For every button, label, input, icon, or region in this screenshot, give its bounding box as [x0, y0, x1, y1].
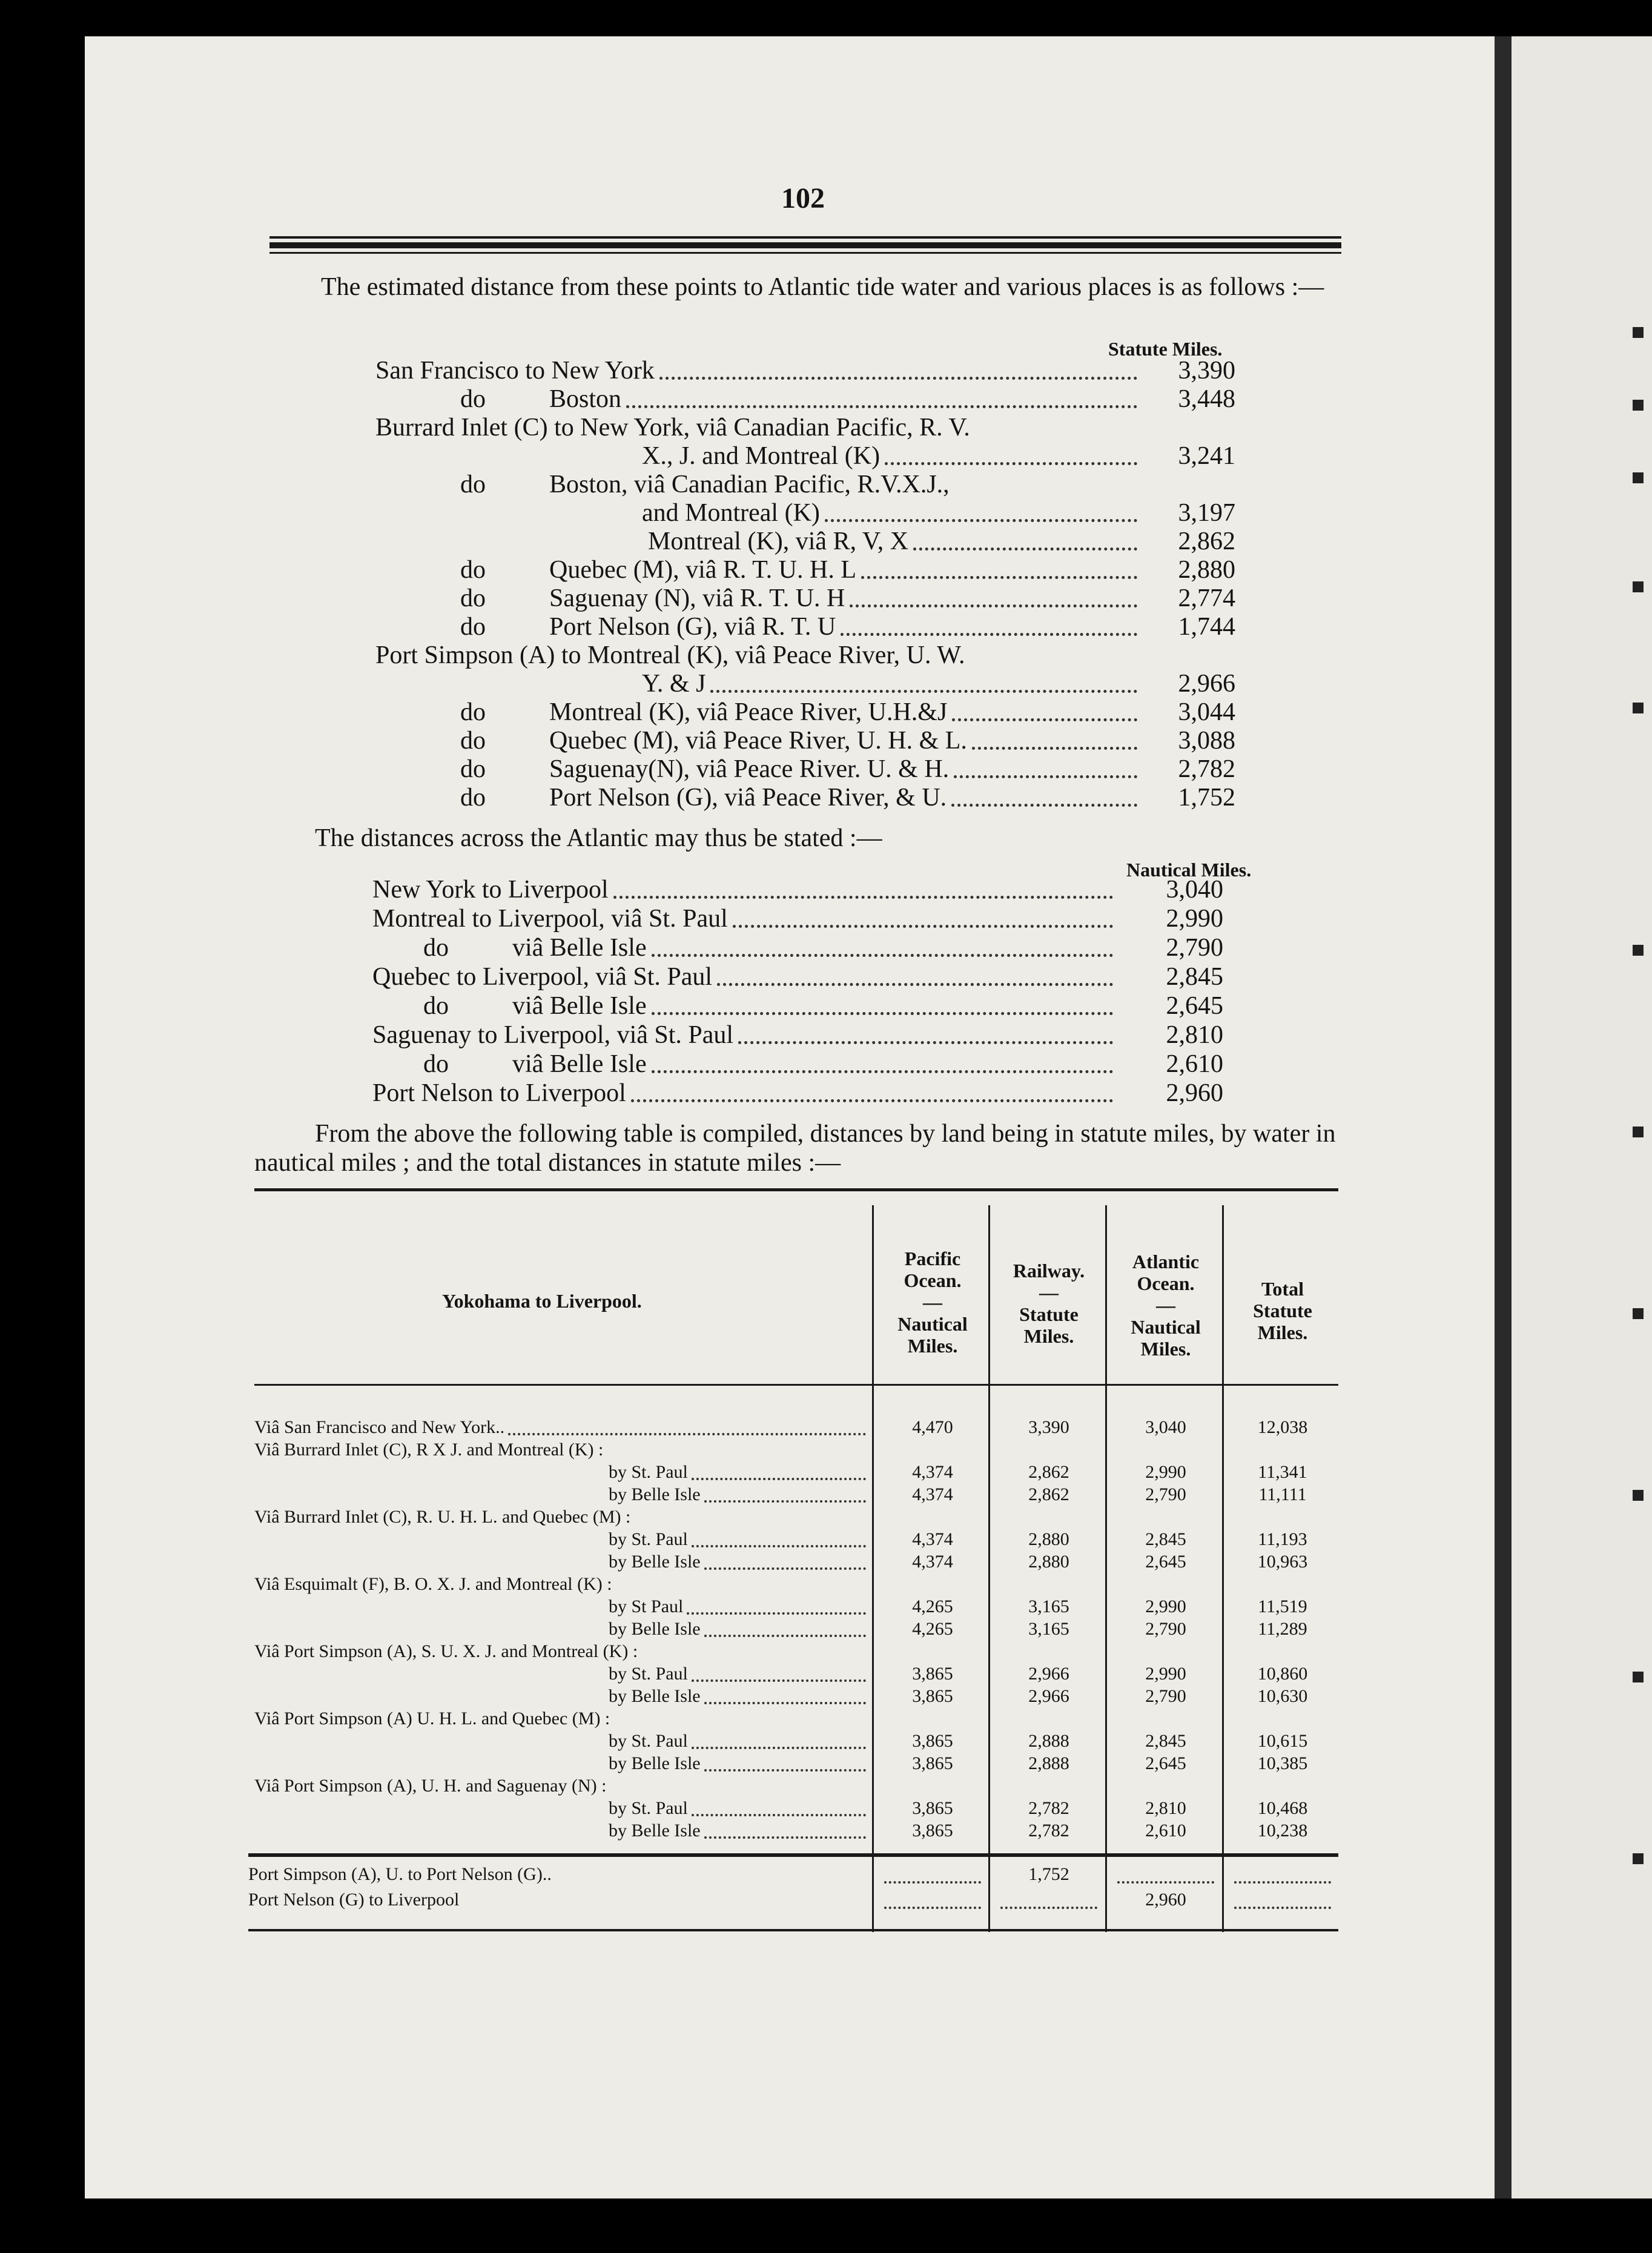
leader-dots — [652, 1012, 1113, 1015]
table-row-label: by Belle Isle — [609, 1753, 701, 1773]
header-rule-thick — [269, 242, 1341, 248]
statute-row-label: do Saguenay (N), viâ R. T. U. H — [460, 584, 845, 612]
leader-dots — [850, 604, 1137, 607]
cell-total: 12,038 — [1257, 1417, 1308, 1437]
table-row-label: Viâ San Francisco and New York.. — [254, 1417, 505, 1437]
leader-dots — [972, 747, 1137, 750]
statute-row-label: San Francisco to New York — [375, 357, 655, 385]
table-header-rule — [254, 1384, 1338, 1386]
table-col-divider-1 — [872, 1205, 874, 1932]
nautical-row-value: 2,960 — [1166, 1079, 1223, 1107]
table-row-label: by St. Paul — [609, 1798, 688, 1818]
table-row-label: by Belle Isle — [609, 1686, 701, 1706]
footer-cell-a: 2,960 — [1145, 1890, 1186, 1910]
cell-total: 10,238 — [1257, 1821, 1308, 1841]
nautical-row-label: New York to Liverpool — [372, 876, 609, 904]
intro-paragraph-3: From the above the following table is compiled, distances by land being in statute miles, by water in nautical miles ; and the total distances in statute miles :— — [254, 1120, 1336, 1177]
cell-pacific: 3,865 — [912, 1753, 953, 1773]
cell-total: 10,860 — [1257, 1664, 1308, 1684]
cell-pacific: 4,374 — [912, 1552, 953, 1572]
table-bottom-rule — [248, 1929, 1338, 1931]
table-row-label: by Belle Isle — [609, 1484, 701, 1504]
statute-row-label: do Montreal (K), viâ Peace River, U.H.&J — [460, 698, 948, 726]
cell-railway: 3,165 — [1028, 1596, 1069, 1616]
col-header-railway: Railway. — Statute Miles. — [1013, 1260, 1085, 1347]
cell-total: 11,289 — [1258, 1619, 1307, 1639]
cell-railway: 2,862 — [1028, 1484, 1069, 1504]
nautical-row-label: Quebec to Liverpool, viâ St. Paul — [372, 963, 713, 991]
nautical-row-value: 3,040 — [1166, 876, 1223, 904]
leader-dots — [508, 1433, 866, 1435]
cell-atlantic: 2,790 — [1145, 1619, 1186, 1639]
statute-row-value: 3,390 — [1178, 357, 1235, 385]
leader-dots — [704, 1567, 866, 1570]
leader-dots — [861, 576, 1137, 579]
nautical-row-value: 2,810 — [1166, 1021, 1223, 1049]
cell-atlantic: 3,040 — [1145, 1417, 1186, 1437]
cell-pacific: 3,865 — [912, 1798, 953, 1818]
leader-dots — [1234, 1907, 1331, 1909]
footer-row-label: Port Simpson (A), U. to Port Nelson (G).. — [248, 1864, 552, 1884]
cell-atlantic: 2,990 — [1145, 1462, 1186, 1482]
leader-dots — [1117, 1881, 1214, 1884]
statute-row-label: do Boston, viâ Canadian Pacific, R.V.X.J., — [460, 471, 950, 498]
statute-row-value: 2,782 — [1178, 755, 1235, 783]
nautical-row-label: do viâ Belle Isle — [372, 992, 647, 1020]
cell-total: 10,963 — [1257, 1552, 1308, 1572]
cell-pacific: 3,865 — [912, 1686, 953, 1706]
cell-total: 10,615 — [1257, 1731, 1308, 1751]
intro-paragraph-2: The distances across the Atlantic may thus be stated :— — [315, 824, 882, 852]
cell-atlantic: 2,845 — [1145, 1731, 1186, 1751]
leader-dots — [710, 690, 1137, 693]
intro-paragraph-1: The estimated distance from these points to Atlantic tide water and various places is as follows :— — [321, 273, 1324, 301]
table-row-label: by Belle Isle — [609, 1619, 701, 1639]
cell-railway: 2,782 — [1028, 1821, 1069, 1841]
leader-dots — [884, 1907, 981, 1909]
page-number: 102 — [781, 182, 825, 214]
leader-dots — [952, 718, 1137, 721]
col-header-pacific: Pacific Ocean. — Nautical Miles. — [897, 1248, 968, 1357]
statute-row-label: do Saguenay(N), viâ Peace River. U. & H. — [460, 755, 950, 783]
cell-pacific: 3,865 — [912, 1821, 953, 1841]
cell-railway: 2,862 — [1028, 1462, 1069, 1482]
leader-dots — [659, 377, 1137, 380]
table-row-label: by St Paul — [609, 1596, 684, 1616]
leader-dots — [954, 775, 1137, 778]
cell-pacific: 4,265 — [912, 1596, 953, 1616]
table-row-label: Viâ Port Simpson (A), U. H. and Saguenay (N) : — [254, 1776, 607, 1796]
statute-row-label: do Boston — [460, 385, 622, 413]
leader-dots — [626, 405, 1137, 408]
cell-total: 11,111 — [1258, 1484, 1307, 1504]
adjacent-page-edge — [1512, 36, 1652, 2198]
table-row-label: by Belle Isle — [609, 1821, 701, 1841]
leader-dots — [613, 896, 1113, 899]
leader-dots — [825, 519, 1137, 522]
statute-row-label: Port Simpson (A) to Montreal (K), viâ Peace River, U. W. — [375, 641, 965, 669]
cell-atlantic: 2,990 — [1145, 1664, 1186, 1684]
cell-atlantic: 2,790 — [1145, 1686, 1186, 1706]
statute-row-label: Burrard Inlet (C) to New York, viâ Canadian Pacific, R. V. — [375, 414, 970, 442]
leader-dots — [841, 633, 1137, 636]
statute-row-value: 3,197 — [1178, 499, 1235, 527]
table-row-label: by St. Paul — [609, 1462, 688, 1482]
nautical-row-value: 2,990 — [1166, 905, 1223, 933]
cell-total: 10,385 — [1257, 1753, 1308, 1773]
statute-row-value: 2,774 — [1178, 584, 1235, 612]
cell-atlantic: 2,845 — [1145, 1529, 1186, 1549]
table-row-label: by St. Paul — [609, 1664, 688, 1684]
statute-row-value: 2,862 — [1178, 528, 1235, 555]
header-rule-thin — [269, 252, 1341, 254]
cell-railway: 2,966 — [1028, 1664, 1069, 1684]
statute-miles-header: Statute Miles. — [1108, 338, 1223, 360]
leader-dots — [884, 1881, 981, 1884]
nautical-row-value: 2,790 — [1166, 934, 1223, 962]
leader-dots — [733, 925, 1113, 928]
cell-pacific: 4,374 — [912, 1484, 953, 1504]
leader-dots — [692, 1814, 866, 1816]
leader-dots — [913, 548, 1137, 551]
table-row-label: by St. Paul — [609, 1529, 688, 1549]
table-col-divider-3 — [1105, 1205, 1107, 1932]
nautical-miles-header: Nautical Miles. — [1126, 859, 1252, 881]
leader-dots — [704, 1836, 866, 1839]
statute-row-label: do Port Nelson (G), viâ Peace River, & U. — [460, 784, 947, 812]
leader-dots — [631, 1099, 1113, 1102]
cell-atlantic: 2,810 — [1145, 1798, 1186, 1818]
statute-row-label: Montreal (K), viâ R, V, X — [648, 528, 909, 555]
cell-pacific: 4,374 — [912, 1462, 953, 1482]
table-row-label: by Belle Isle — [609, 1552, 701, 1572]
leader-dots — [704, 1702, 866, 1704]
cell-total: 11,519 — [1258, 1596, 1307, 1616]
statute-row-value: 1,744 — [1178, 613, 1235, 641]
cell-atlantic: 2,645 — [1145, 1552, 1186, 1572]
statute-row-value: 3,448 — [1178, 385, 1235, 413]
leader-dots — [738, 1041, 1113, 1044]
nautical-row-value: 2,845 — [1166, 963, 1223, 991]
cell-atlantic: 2,645 — [1145, 1753, 1186, 1773]
cell-total: 10,630 — [1257, 1686, 1308, 1706]
nautical-row-value: 2,645 — [1166, 992, 1223, 1020]
cell-pacific: 4,470 — [912, 1417, 953, 1437]
statute-row-label: Y. & J — [642, 670, 706, 698]
leader-dots — [652, 1070, 1113, 1073]
cell-pacific: 4,374 — [912, 1529, 953, 1549]
statute-row-value: 3,088 — [1178, 727, 1235, 755]
cell-railway: 3,165 — [1028, 1619, 1069, 1639]
leader-dots — [704, 1769, 866, 1772]
statute-row-label: do Quebec (M), viâ Peace River, U. H. & L. — [460, 727, 967, 755]
cell-railway: 2,966 — [1028, 1686, 1069, 1706]
col-header-total: Total Statute Miles. — [1253, 1278, 1312, 1343]
nautical-row-label: do viâ Belle Isle — [372, 934, 647, 962]
header-rule — [269, 236, 1341, 239]
nautical-row-label: Port Nelson to Liverpool — [372, 1079, 626, 1107]
cell-pacific: 3,865 — [912, 1731, 953, 1751]
statute-row-label: do Quebec (M), viâ R. T. U. H. L — [460, 556, 856, 584]
leader-dots — [692, 1679, 866, 1682]
nautical-row-label: Saguenay to Liverpool, viâ St. Paul — [372, 1021, 734, 1049]
statute-row-value: 3,044 — [1178, 698, 1235, 726]
statute-row-label: and Montreal (K) — [642, 499, 820, 527]
cell-atlantic: 2,790 — [1145, 1484, 1186, 1504]
cell-railway: 2,888 — [1028, 1753, 1069, 1773]
table-top-rule — [254, 1188, 1338, 1191]
footer-row-label: Port Nelson (G) to Liverpool — [248, 1890, 460, 1910]
table-row-label: Viâ Burrard Inlet (C), R X J. and Montreal (K) : — [254, 1440, 604, 1460]
leader-dots — [704, 1500, 866, 1503]
cell-pacific: 4,265 — [912, 1619, 953, 1639]
footer-cell-r: 1,752 — [1028, 1864, 1069, 1884]
statute-row-value: 2,880 — [1178, 556, 1235, 584]
statute-row-label: do Port Nelson (G), viâ R. T. U — [460, 613, 836, 641]
table-row-label: by St. Paul — [609, 1731, 688, 1751]
leader-dots — [692, 1747, 866, 1749]
leader-dots — [692, 1478, 866, 1480]
cell-railway: 2,880 — [1028, 1552, 1069, 1572]
cell-total: 11,341 — [1258, 1462, 1307, 1482]
leader-dots — [652, 954, 1113, 957]
cell-total: 10,468 — [1257, 1798, 1308, 1818]
cell-railway: 3,390 — [1028, 1417, 1069, 1437]
table-col-divider-2 — [988, 1205, 990, 1932]
nautical-row-label: do viâ Belle Isle — [372, 1050, 647, 1078]
statute-row-value: 2,966 — [1178, 670, 1235, 698]
table-title: Yokohama to Liverpool. — [442, 1290, 642, 1312]
cell-pacific: 3,865 — [912, 1664, 953, 1684]
cell-railway: 2,880 — [1028, 1529, 1069, 1549]
leader-dots — [687, 1612, 866, 1615]
table-col-divider-4 — [1222, 1205, 1224, 1932]
col-header-atlantic: Atlantic Ocean. — Nautical Miles. — [1131, 1251, 1201, 1360]
leader-dots — [717, 983, 1113, 986]
table-row-label: Viâ Port Simpson (A), S. U. X. J. and Montreal (K) : — [254, 1641, 638, 1661]
leader-dots — [1000, 1907, 1097, 1909]
statute-row-label: X., J. and Montreal (K) — [642, 442, 881, 470]
statute-row-value: 3,241 — [1178, 442, 1235, 470]
cell-railway: 2,782 — [1028, 1798, 1069, 1818]
leader-dots — [951, 804, 1137, 807]
leader-dots — [692, 1545, 866, 1547]
leader-dots — [885, 462, 1137, 465]
table-row-label: Viâ Burrard Inlet (C), R. U. H. L. and Quebec (M) : — [254, 1507, 631, 1527]
cell-total: 11,193 — [1258, 1529, 1307, 1549]
statute-row-value: 1,752 — [1178, 784, 1235, 812]
leader-dots — [1234, 1881, 1331, 1884]
table-row-label: Viâ Port Simpson (A) U. H. L. and Quebec (M) : — [254, 1709, 610, 1729]
table-row-label: Viâ Esquimalt (F), B. O. X. J. and Montreal (K) : — [254, 1574, 612, 1594]
cell-railway: 2,888 — [1028, 1731, 1069, 1751]
nautical-row-value: 2,610 — [1166, 1050, 1223, 1078]
cell-atlantic: 2,990 — [1145, 1596, 1186, 1616]
book-spine — [1495, 36, 1512, 2198]
nautical-row-label: Montreal to Liverpool, viâ St. Paul — [372, 905, 728, 933]
table-footer-rule — [248, 1853, 1338, 1857]
cell-atlantic: 2,610 — [1145, 1821, 1186, 1841]
leader-dots — [704, 1635, 866, 1637]
